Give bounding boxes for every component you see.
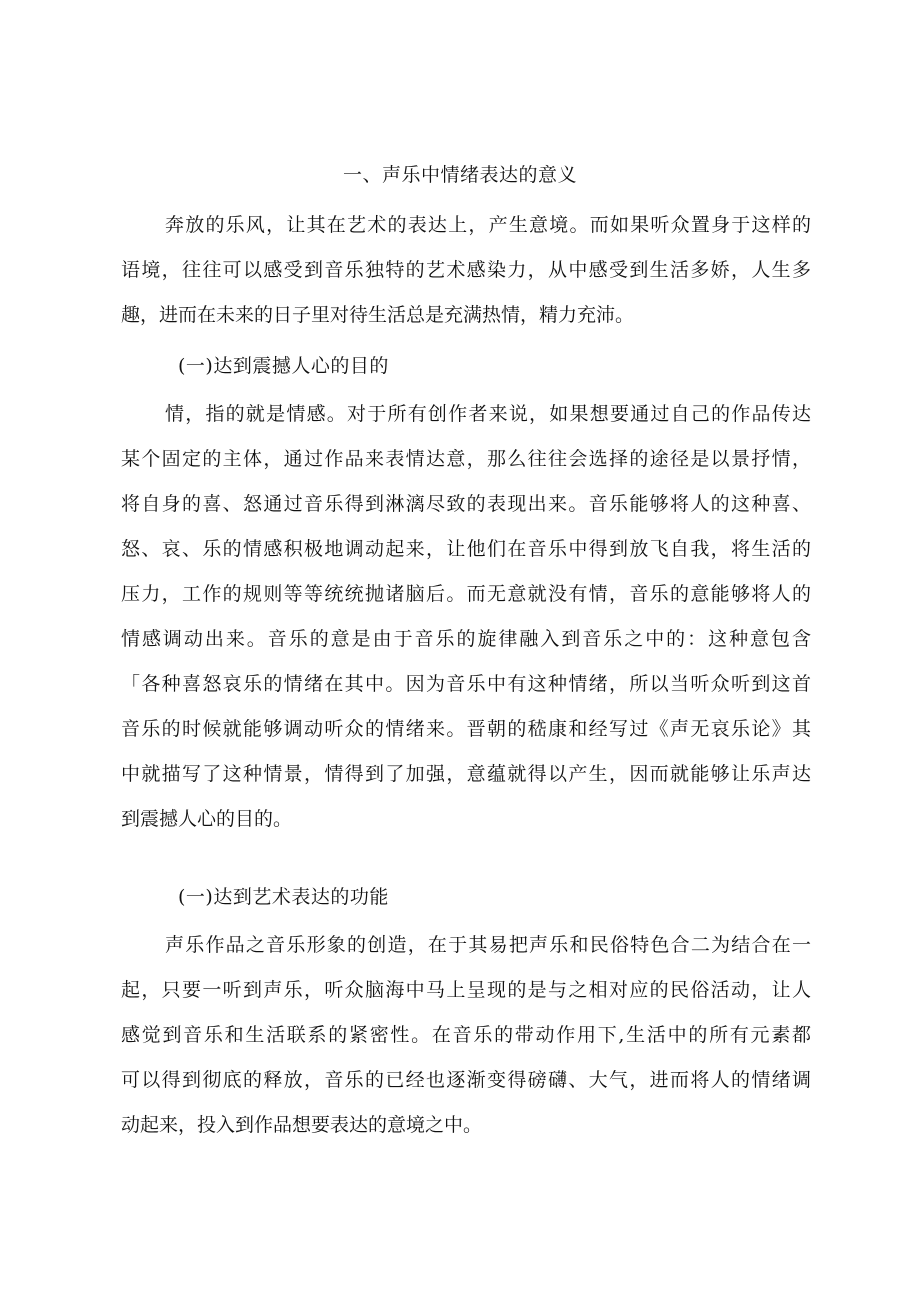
paragraph-line: 奔放的乐风，让其在艺术的表达上，产生意境。而如果听众置身于这样的: [165, 214, 811, 236]
paragraph-line: 到震撼人心的目的。: [121, 808, 293, 830]
paragraph-art: [121, 923, 811, 1148]
subheading-art: (一)达到艺术表达的功能: [178, 886, 389, 908]
paragraph-line: 情，指的就是情感。对于所有创作者来说，如果想要通过自己的作品传达: [165, 403, 811, 425]
paragraph-line: 「各种喜怒哀乐的情绪在其中。因为音乐中有这种情绪，所以当听众听到这首: [121, 673, 811, 695]
paragraph-line: 声乐作品之音乐形象的创造，在于其易把声乐和民俗特色合二为结合在一: [165, 934, 811, 956]
paragraph-line: 动起来，投入到作品想要表达的意境之中。: [121, 1114, 483, 1136]
subheading-shock: (一)达到震撼人心的目的: [178, 355, 389, 377]
paragraph-line: 起，只要一听到声乐，听众脑海中马上呈现的是与之相对应的民俗活动，让人: [121, 979, 811, 1001]
paragraph-line: 感觉到音乐和生活联系的紧密性。在音乐的带动作用下,生活中的所有元素都: [121, 1024, 811, 1046]
paragraph-line: 压力，工作的规则等等统统抛诸脑后。而无意就没有情，音乐的意能够将人的: [121, 583, 811, 605]
paragraph-line: 可以得到彻底的释放，音乐的已经也逐渐变得磅礴、大气，进而将人的情绪调: [121, 1069, 811, 1091]
paragraph-line: 某个固定的主体，通过作品来表情达意，那么往往会选择的途径是以景抒情，: [121, 448, 811, 470]
paragraph-line: 情感调动出来。音乐的意是由于音乐的旋律融入到音乐之中的：这种意包含: [121, 628, 811, 650]
paragraph-line: 音乐的时候就能够调动听众的情绪来。晋朝的嵇康和经写过《声无哀乐论》其: [121, 718, 811, 740]
paragraph-line: 趣，进而在未来的日子里对待生活总是充满热情，精力充沛。: [121, 304, 635, 326]
section-title: 一、声乐中情绪表达的意义: [342, 164, 577, 186]
paragraph-line: 语境，往往可以感受到音乐独特的艺术感染力，从中感受到生活多娇，人生多: [121, 259, 811, 281]
paragraph-line: 怒、哀、乐的情感积极地调动起来，让他们在音乐中得到放飞自我，将生活的: [121, 538, 811, 560]
paragraph-intro: [121, 203, 811, 338]
paragraph-line: 将自身的喜、怒通过音乐得到淋漓尽致的表现出来。音乐能够将人的这种喜、: [121, 493, 811, 515]
paragraph-line: 中就描写了这种情景，情得到了加强，意蕴就得以产生，因而就能够让乐声达: [121, 763, 811, 785]
paragraph-emotion: [121, 392, 811, 842]
